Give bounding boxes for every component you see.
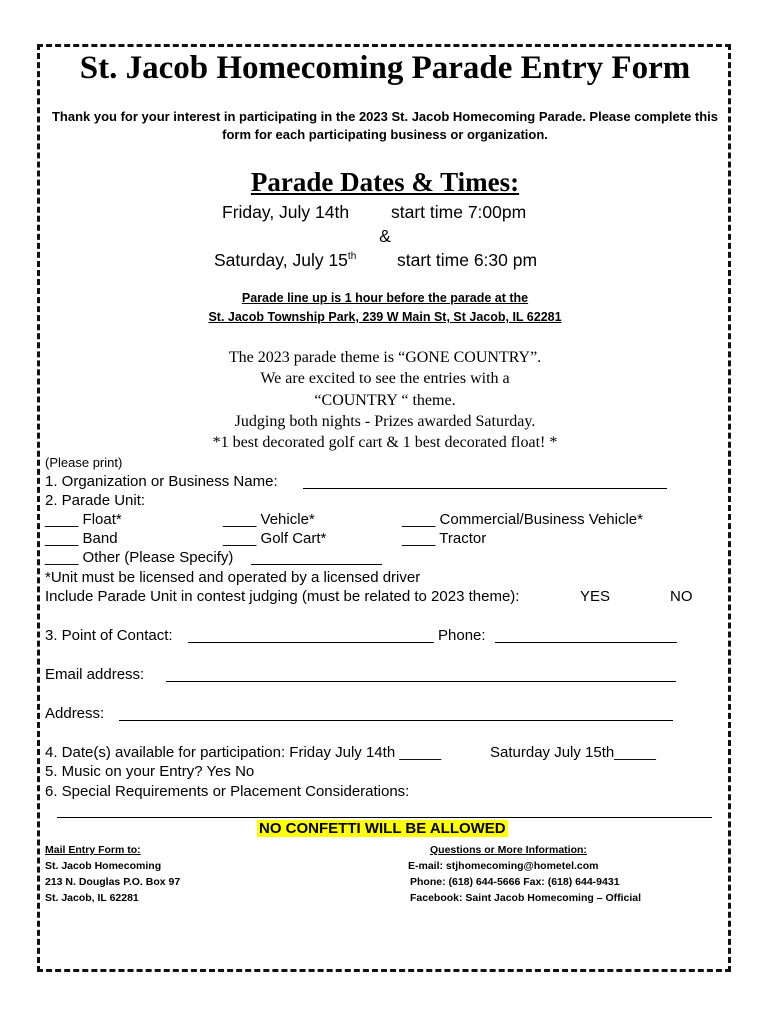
- intro-text: Thank you for your interest in participating in the 2023 St. Jacob Homecoming Parade. Please complete this form for each participating business or organization.: [51, 109, 719, 142]
- email-field[interactable]: [166, 667, 676, 682]
- contact-heading: Questions or More Information:: [430, 844, 587, 856]
- lineup-line-2: St. Jacob Township Park, 239 W Main St, St Jacob, IL 62281: [208, 310, 562, 324]
- license-note: *Unit must be licensed and operated by a licensed driver: [45, 569, 421, 586]
- friday-date: Friday, July 14th: [222, 202, 350, 222]
- judging-yes[interactable]: YES: [580, 588, 611, 605]
- saturday-date: Saturday, July 15th: [214, 250, 357, 270]
- contact-field[interactable]: [188, 628, 434, 643]
- mail-line-2: 213 N. Douglas P.O. Box 97: [45, 876, 181, 888]
- contact-label: 3. Point of Contact:: [45, 627, 173, 644]
- availability-label: 4. Date(s) available for participation: Friday July 14th _____: [45, 744, 442, 761]
- address-field[interactable]: [119, 706, 673, 721]
- theme-line-3: “COUNTRY “ theme.: [314, 392, 456, 409]
- phone-field[interactable]: [495, 628, 677, 643]
- special-label: 6. Special Requirements or Placement Considerations:: [45, 783, 410, 800]
- phone-label: Phone:: [438, 627, 486, 644]
- lineup-line-1: Parade line up is 1 hour before the parade at the: [241, 291, 529, 305]
- theme-line-2: We are excited to see the entries with a: [260, 370, 510, 387]
- special-requirements-line[interactable]: [57, 817, 712, 818]
- other-specify-field[interactable]: [251, 550, 382, 565]
- no-confetti-notice: NO CONFETTI WILL BE ALLOWED: [259, 820, 506, 837]
- saturday-time: start time 6:30 pm: [397, 250, 538, 270]
- mail-heading: Mail Entry Form to:: [45, 844, 141, 856]
- judging-label: Include Parade Unit in contest judging (must be related to 2023 theme):: [45, 588, 520, 605]
- availability-saturday[interactable]: Saturday July 15th_____: [490, 744, 656, 761]
- dates-heading: Parade Dates & Times:: [250, 167, 520, 197]
- org-name-field[interactable]: [303, 474, 667, 489]
- judging-no[interactable]: NO: [670, 588, 693, 605]
- friday-time: start time 7:00pm: [391, 202, 527, 222]
- band-option[interactable]: ____ Band: [45, 530, 118, 547]
- please-print: (Please print): [45, 455, 123, 470]
- float-option[interactable]: ____ Float*: [45, 511, 122, 528]
- mail-line-1: St. Jacob Homecoming: [45, 860, 162, 872]
- contact-phone: Phone: (618) 644-5666 Fax: (618) 644-9431: [410, 876, 620, 888]
- music-label: 5. Music on your Entry? Yes No: [45, 763, 255, 780]
- address-label: Address:: [45, 705, 105, 722]
- tractor-option[interactable]: ____ Tractor: [402, 530, 487, 547]
- commercial-vehicle-option[interactable]: ____ Commercial/Business Vehicle*: [402, 511, 643, 528]
- dates-ampersand: &: [379, 226, 391, 246]
- page-title: St. Jacob Homecoming Parade Entry Form: [79, 50, 691, 86]
- theme-line-1: The 2023 parade theme is “GONE COUNTRY”.: [228, 349, 542, 366]
- vehicle-option[interactable]: ____ Vehicle*: [223, 511, 315, 528]
- theme-line-4: Judging both nights - Prizes awarded Saturday.: [234, 413, 536, 430]
- golf-cart-option[interactable]: ____ Golf Cart*: [223, 530, 327, 547]
- contact-facebook: Facebook: Saint Jacob Homecoming – Official: [410, 892, 642, 904]
- contact-email[interactable]: E-mail: stjhomecoming@hometel.com: [408, 860, 599, 872]
- unit-label: 2. Parade Unit:: [45, 492, 146, 509]
- org-label: 1. Organization or Business Name:: [45, 473, 278, 490]
- mail-line-3: St. Jacob, IL 62281: [45, 892, 139, 904]
- other-option[interactable]: ____ Other (Please Specify): [45, 549, 234, 566]
- email-label: Email address:: [45, 666, 145, 683]
- theme-line-5: *1 best decorated golf cart & 1 best decorated float! *: [212, 434, 558, 451]
